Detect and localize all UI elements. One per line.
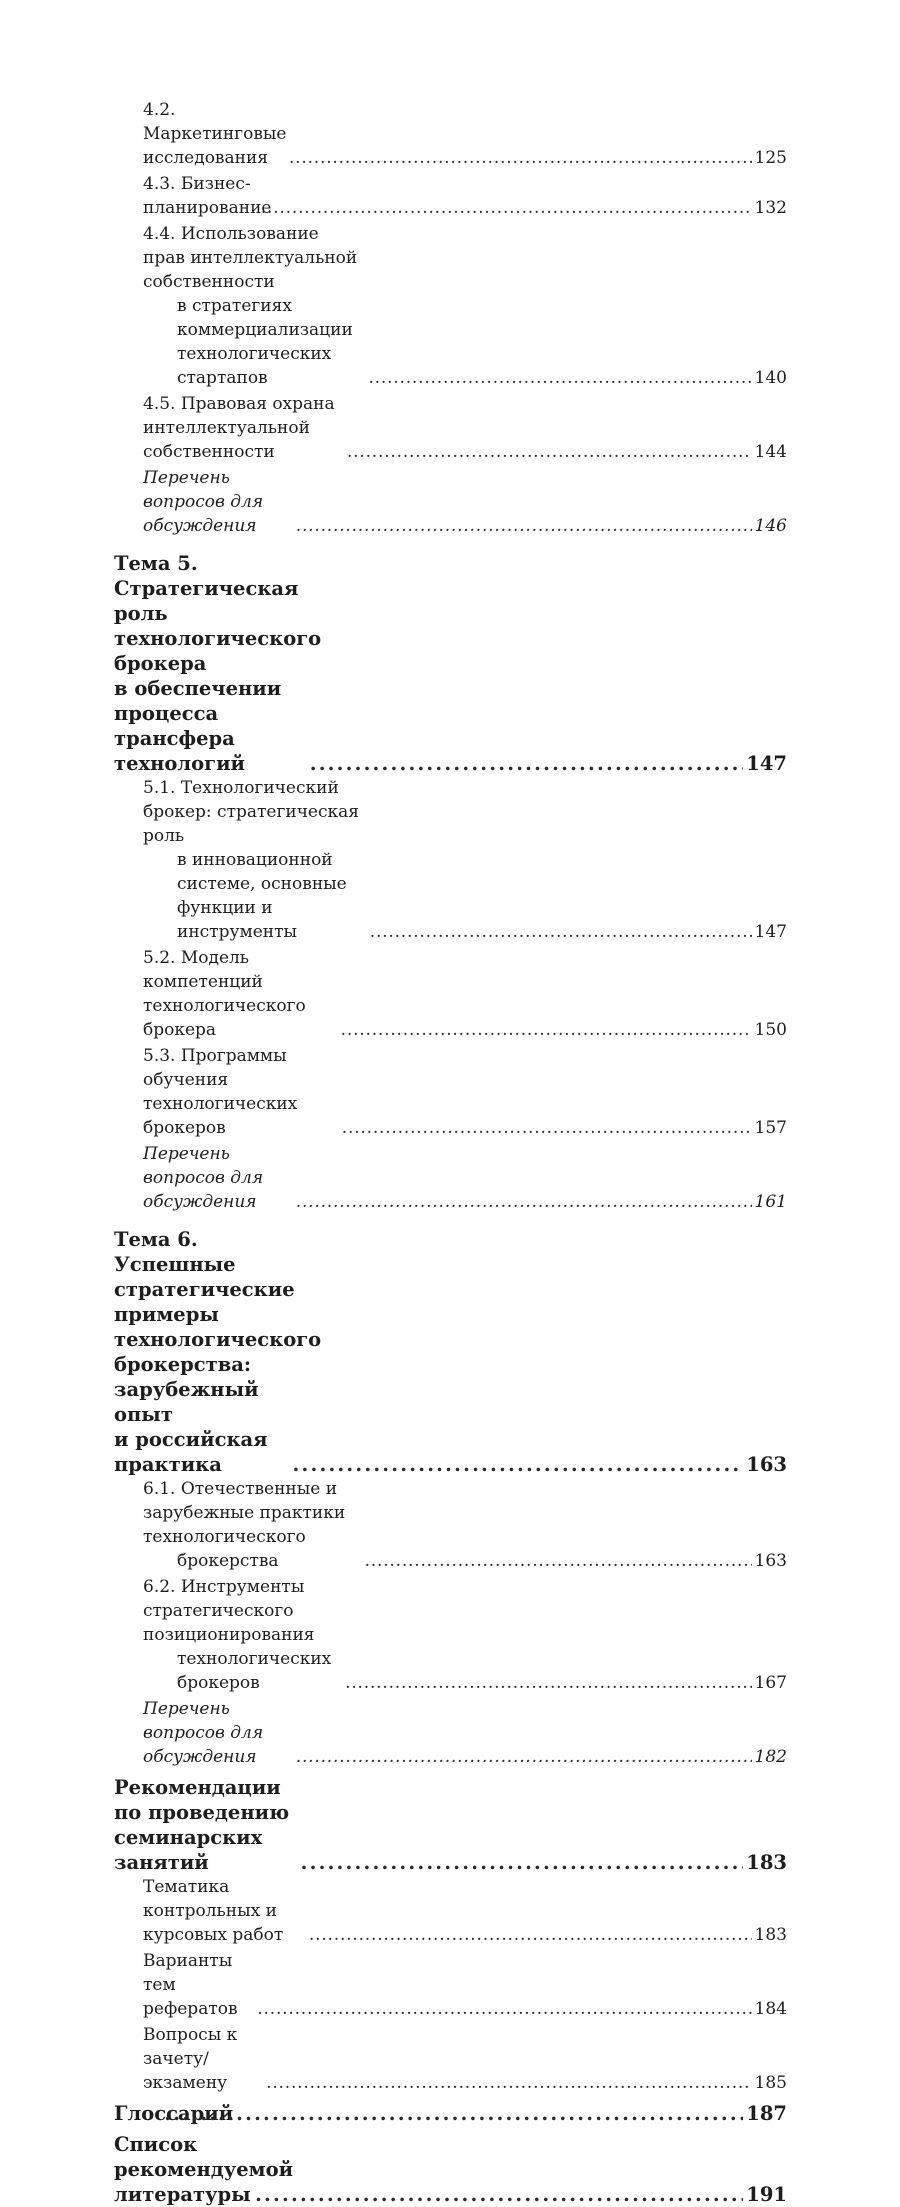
dot-leader: [309, 1923, 752, 1947]
toc-entry-title-line1: 5.1. Технологический брокер: стратегическая роль: [143, 778, 360, 846]
toc-entry-title-line1: 6.2. Инструменты стратегического позиционирования: [143, 1577, 315, 1645]
toc-page-number: 146: [754, 516, 787, 536]
dot-leader: [365, 1549, 752, 1573]
toc-page-number: 140: [754, 368, 787, 388]
toc-entry-coursework-topics[interactable]: [143, 1875, 787, 1947]
toc-entry-title: 5.2. Модель компетенций технологического брокера: [143, 948, 306, 1040]
toc-entry-title: Перечень вопросов для обсуждения: [143, 1144, 264, 1212]
toc-entry-title: Вопросы к зачету/экзамену: [143, 2025, 238, 2093]
toc-heading-line3: и российская практика: [114, 1428, 268, 1476]
toc-page-number: 150: [754, 1020, 787, 1040]
dot-leader: [257, 1997, 751, 2021]
toc-entry-title-line2: в инновационной системе, основные функции и инструменты: [177, 850, 347, 942]
toc-entry-title: Перечень вопросов для обсуждения: [143, 1699, 264, 1767]
toc-entry-4-4[interactable]: [143, 222, 787, 390]
toc-page-number: 157: [754, 1118, 787, 1138]
toc-page-number: 132: [754, 198, 787, 218]
dot-leader: [370, 920, 752, 944]
dot-leader: [266, 2071, 751, 2095]
toc-page-number: 183: [746, 1851, 787, 1874]
toc-heading-line2: в обеспечении процесса трансфера технологий: [114, 677, 282, 775]
toc-entry-title-line2: брокерства: [177, 1551, 279, 1571]
toc-heading-seminars[interactable]: [114, 1775, 787, 1875]
toc-heading-title: Список рекомендуемой литературы: [114, 2133, 294, 2206]
toc-entry-title-line1: 4.4. Использование прав интеллектуальной собственности: [143, 224, 358, 292]
toc-entry-4-3[interactable]: [143, 172, 787, 220]
toc-entry-questions-6[interactable]: [143, 1697, 787, 1769]
dot-leader: [310, 751, 744, 776]
toc-entry-title-line2: в стратегиях коммерциализации технологических стартапов: [177, 296, 353, 388]
dot-leader: [301, 1850, 744, 1875]
toc-entry-questions-4[interactable]: [143, 466, 787, 538]
toc-page-number: 163: [754, 1551, 787, 1571]
dot-leader: [293, 1452, 744, 1477]
toc-entry-title: 4.3. Бизнес-планирование: [143, 174, 272, 218]
dot-leader: [345, 1671, 751, 1695]
toc-page-number: 147: [746, 752, 787, 775]
toc-heading-title: Глоссарий: [114, 2102, 234, 2125]
toc-entry-title: 5.3. Программы обучения технологических брокеров: [143, 1046, 298, 1138]
toc-entry-4-5[interactable]: [143, 392, 787, 464]
dot-leader: [296, 514, 752, 538]
toc-entry-5-2[interactable]: [143, 946, 787, 1042]
toc-entry-6-1[interactable]: [143, 1477, 787, 1573]
toc-page-number: 125: [754, 148, 787, 168]
toc-entry-title: Варианты тем рефератов: [143, 1951, 238, 2019]
toc-heading-bibliography[interactable]: [114, 2132, 787, 2207]
toc-heading-title: Рекомендации по проведению семинарских занятий: [114, 1776, 290, 1874]
dot-leader: [347, 440, 752, 464]
toc-entry-questions-5[interactable]: [143, 1142, 787, 1214]
toc-entry-5-3[interactable]: [143, 1044, 787, 1140]
toc-page-number: 187: [746, 2102, 787, 2125]
toc-entry-essay-topics[interactable]: [143, 1949, 787, 2021]
toc-page-number: 161: [754, 1192, 787, 1212]
toc-entry-title: 4.2. Маркетинговые исследования: [143, 100, 287, 168]
dot-leader: [296, 1745, 752, 1769]
toc-entry-title: Перечень вопросов для обсуждения: [143, 468, 264, 536]
toc-entry-exam-questions[interactable]: [143, 2023, 787, 2095]
toc-entry-4-2[interactable]: [143, 98, 787, 170]
dot-leader: [368, 366, 751, 390]
toc-page-number: 185: [754, 2073, 787, 2093]
dot-leader: [289, 146, 752, 170]
toc-page-number: 183: [754, 1925, 787, 1945]
toc-entry-title: 4.5. Правовая охрана интеллектуальной собственности: [143, 394, 335, 462]
toc-heading-glossary[interactable]: [114, 2101, 787, 2126]
toc-heading-line2: технологического брокерства: зарубежный опыт: [114, 1328, 322, 1426]
dot-leader: [164, 2101, 743, 2126]
toc-page-number: 147: [754, 922, 787, 942]
toc-entry-title: Тематика контрольных и курсовых работ: [143, 1877, 284, 1945]
toc-page-number: 167: [754, 1673, 787, 1693]
table-of-contents: [114, 98, 787, 2207]
dot-leader: [261, 196, 752, 220]
dot-leader: [342, 1116, 752, 1140]
dot-leader: [341, 1018, 752, 1042]
toc-entry-6-2[interactable]: [143, 1575, 787, 1695]
dot-leader: [296, 1190, 752, 1214]
toc-heading-line1: Тема 6. Успешные стратегические примеры: [114, 1228, 295, 1326]
toc-page-number: 191: [746, 2183, 787, 2206]
toc-page-number: 182: [754, 1747, 787, 1767]
toc-heading-line1: Тема 5. Стратегическая роль технологического брокера: [114, 552, 322, 675]
toc-entry-title-line2: технологических брокеров: [177, 1649, 332, 1693]
dot-leader: [255, 2182, 743, 2207]
toc-page-number: 144: [754, 442, 787, 462]
toc-entry-title-line1: 6.1. Отечественные и зарубежные практики технологического: [143, 1479, 346, 1547]
toc-heading-topic-5[interactable]: [114, 551, 787, 776]
toc-page-number: 184: [754, 1999, 787, 2019]
toc-entry-5-1[interactable]: [143, 776, 787, 944]
toc-heading-topic-6[interactable]: [114, 1227, 787, 1477]
toc-page-number: 163: [746, 1453, 787, 1476]
